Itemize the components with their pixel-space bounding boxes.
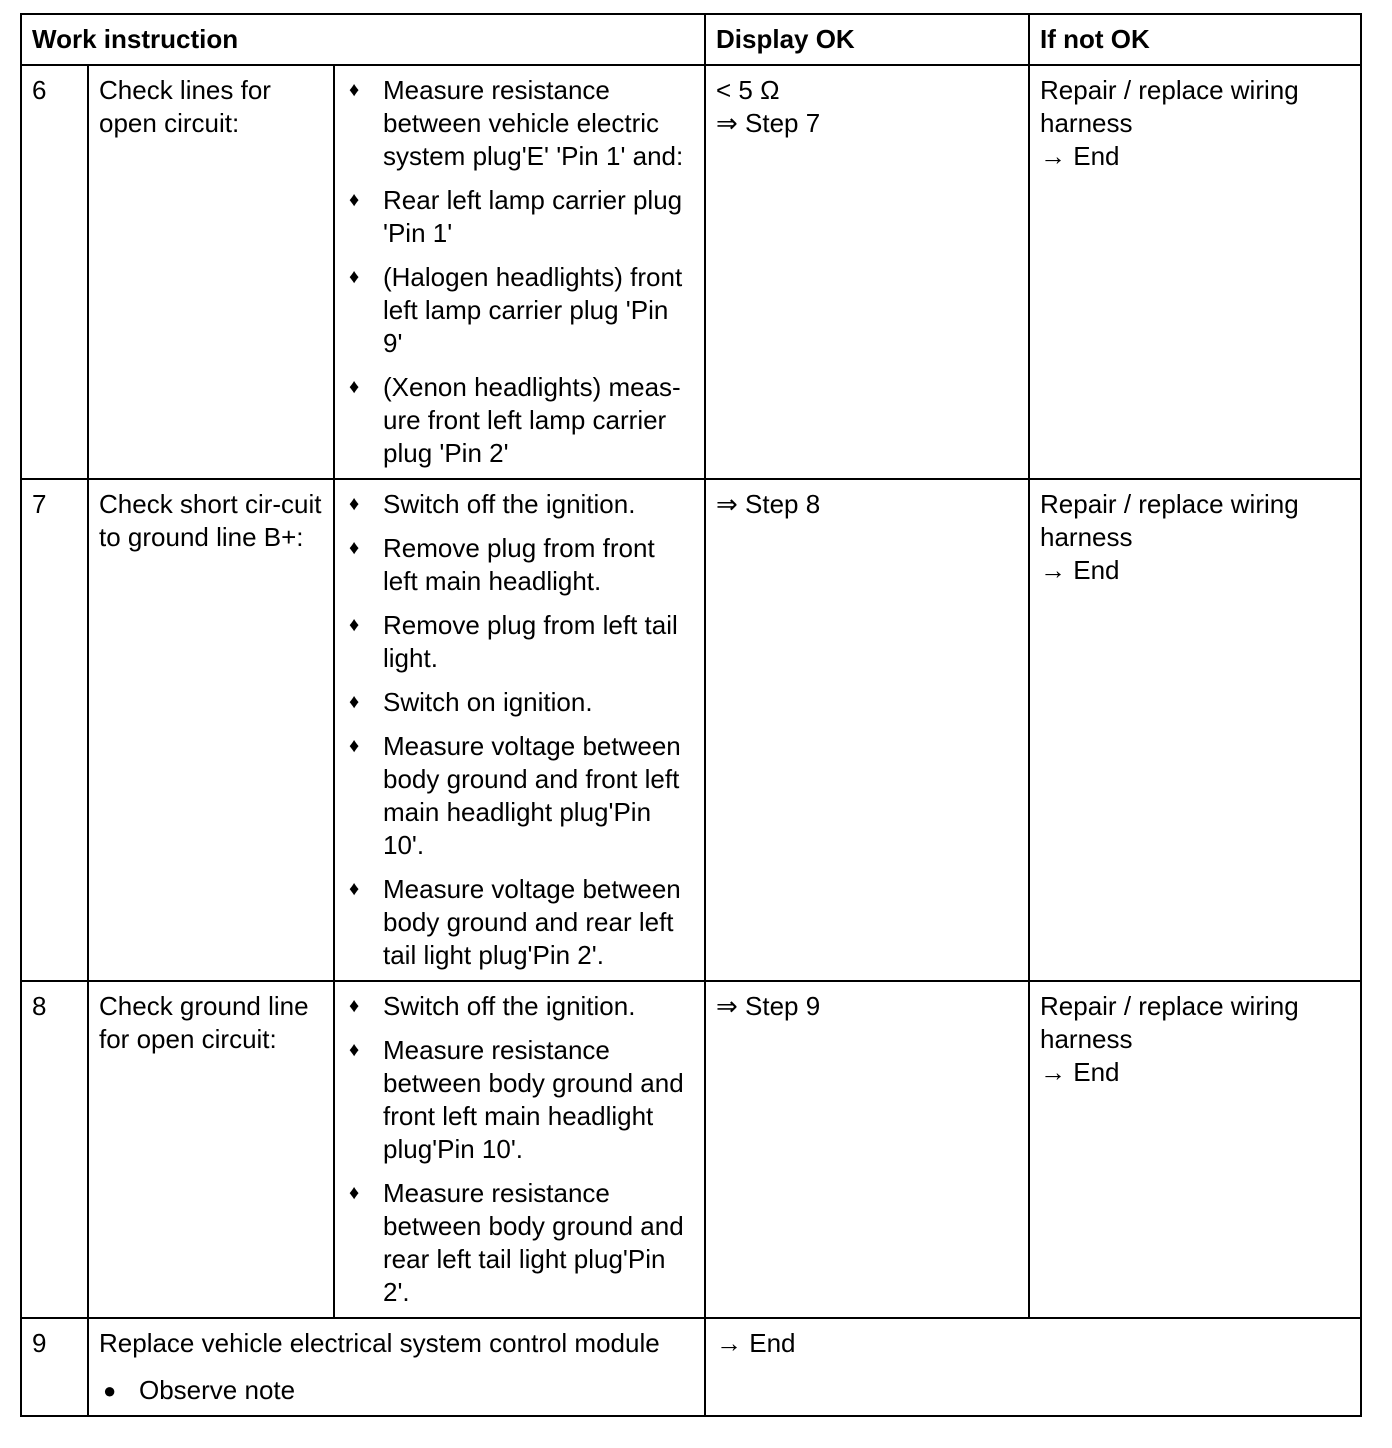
note-text: Observe note [139,1375,296,1405]
step-instructions [334,981,705,1318]
display-ok-cell [705,65,1029,479]
instruction-text: Switch off the ignition. [383,991,636,1021]
step-number: 6 [21,65,88,479]
diamond-bullet-icon: ♦ [349,189,360,211]
if-not-ok-value: Repair / replace wiring harness [1040,489,1299,552]
instruction-item [345,686,694,719]
diamond-bullet-icon: ♦ [349,79,360,101]
instruction-text: Rear left lamp carrier plug 'Pin 1' [383,185,683,248]
step-title: Check lines for open circuit: [88,65,334,479]
step-number: 9 [21,1318,88,1416]
diamond-bullet-icon: ♦ [349,1039,360,1061]
if-not-ok-value: → End [1040,1057,1120,1087]
step-title [88,1318,705,1416]
if-not-ok-cell [1029,479,1361,981]
instruction-text: Measure voltage between body ground and front left main headlight plug'Pin 10'. [383,731,681,860]
instruction-item [345,873,694,972]
if-not-ok-value: Repair / replace wiring harness [1040,991,1299,1054]
instruction-item [345,74,694,173]
if-not-ok-value: → End [1040,141,1120,171]
if-not-ok-cell [1029,981,1361,1318]
if-not-ok-cell [1029,65,1361,479]
header-if-not-ok: If not OK [1029,14,1361,65]
diamond-bullet-icon: ♦ [349,995,360,1017]
instruction-list [345,74,694,470]
display-ok-value: < 5 Ω [716,75,780,105]
instruction-item [345,1034,694,1166]
instruction-item [345,990,694,1023]
diamond-bullet-icon: ♦ [349,376,360,398]
table-row [21,1318,1361,1416]
display-ok-value: ⇒ Step 8 [716,489,821,519]
diamond-bullet-icon: ♦ [349,735,360,757]
display-ok-cell [705,981,1029,1318]
table-body [21,65,1361,1416]
instruction-text: Measure resistance between vehicle electric system plug'E' 'Pin 1' and: [383,75,684,171]
instruction-list [345,488,694,972]
step-number: 8 [21,981,88,1318]
diamond-bullet-icon: ♦ [349,537,360,559]
note-list [99,1374,694,1407]
table-row [21,981,1361,1318]
diamond-bullet-icon: ♦ [349,614,360,636]
instruction-text: Remove plug from front left main headlight. [383,533,655,596]
instruction-text: Measure voltage between body ground and rear left tail light plug'Pin 2'. [383,874,681,970]
instruction-text: (Halogen headlights) front left lamp carrier plug 'Pin 9' [383,262,683,358]
step-title-text: Replace vehicle electrical system control module [99,1328,660,1358]
if-not-ok-value: → End [1040,555,1120,585]
note-item [99,1374,694,1407]
step-title: Check short cir-cuit to ground line B+: [88,479,334,981]
instruction-item [345,488,694,521]
display-ok-value: ⇒ Step 7 [716,108,821,138]
diamond-bullet-icon: ♦ [349,493,360,515]
instruction-item [345,730,694,862]
table-row [21,65,1361,479]
instruction-item [345,1177,694,1309]
step-title: Check ground line for open circuit: [88,981,334,1318]
instruction-item [345,261,694,360]
instruction-item [345,371,694,470]
instruction-text: Measure resistance between body ground and rear left tail light plug'Pin 2'. [383,1178,684,1307]
instruction-item [345,532,694,598]
table-header-row [21,14,1361,65]
diamond-bullet-icon: ♦ [349,691,360,713]
diamond-bullet-icon: ♦ [349,1182,360,1204]
instruction-text: Remove plug from left tail light. [383,610,678,673]
if-not-ok-value: Repair / replace wiring harness [1040,75,1299,138]
step-instructions [334,65,705,479]
diamond-bullet-icon: ♦ [349,266,360,288]
step-number: 7 [21,479,88,981]
instruction-item [345,609,694,675]
table-row [21,479,1361,981]
instruction-item [345,184,694,250]
display-ok-value: ⇒ Step 9 [716,991,821,1021]
step-instructions [334,479,705,981]
work-instruction-table [20,13,1362,1417]
header-display-ok: Display OK [705,14,1029,65]
header-work-instruction: Work instruction [21,14,705,65]
instruction-list [345,990,694,1309]
instruction-text: Switch on ignition. [383,687,593,717]
diamond-bullet-icon: ♦ [349,878,360,900]
dot-bullet-icon: ● [103,1378,117,1403]
instruction-text: Measure resistance between body ground and front left main headlight plug'Pin 10'. [383,1035,684,1164]
instruction-text: Switch off the ignition. [383,489,636,519]
display-ok-cell [705,479,1029,981]
instruction-text: (Xenon headlights) meas-ure front left lamp carrier plug 'Pin 2' [383,372,681,468]
display-ok-cell: → End [705,1318,1361,1416]
